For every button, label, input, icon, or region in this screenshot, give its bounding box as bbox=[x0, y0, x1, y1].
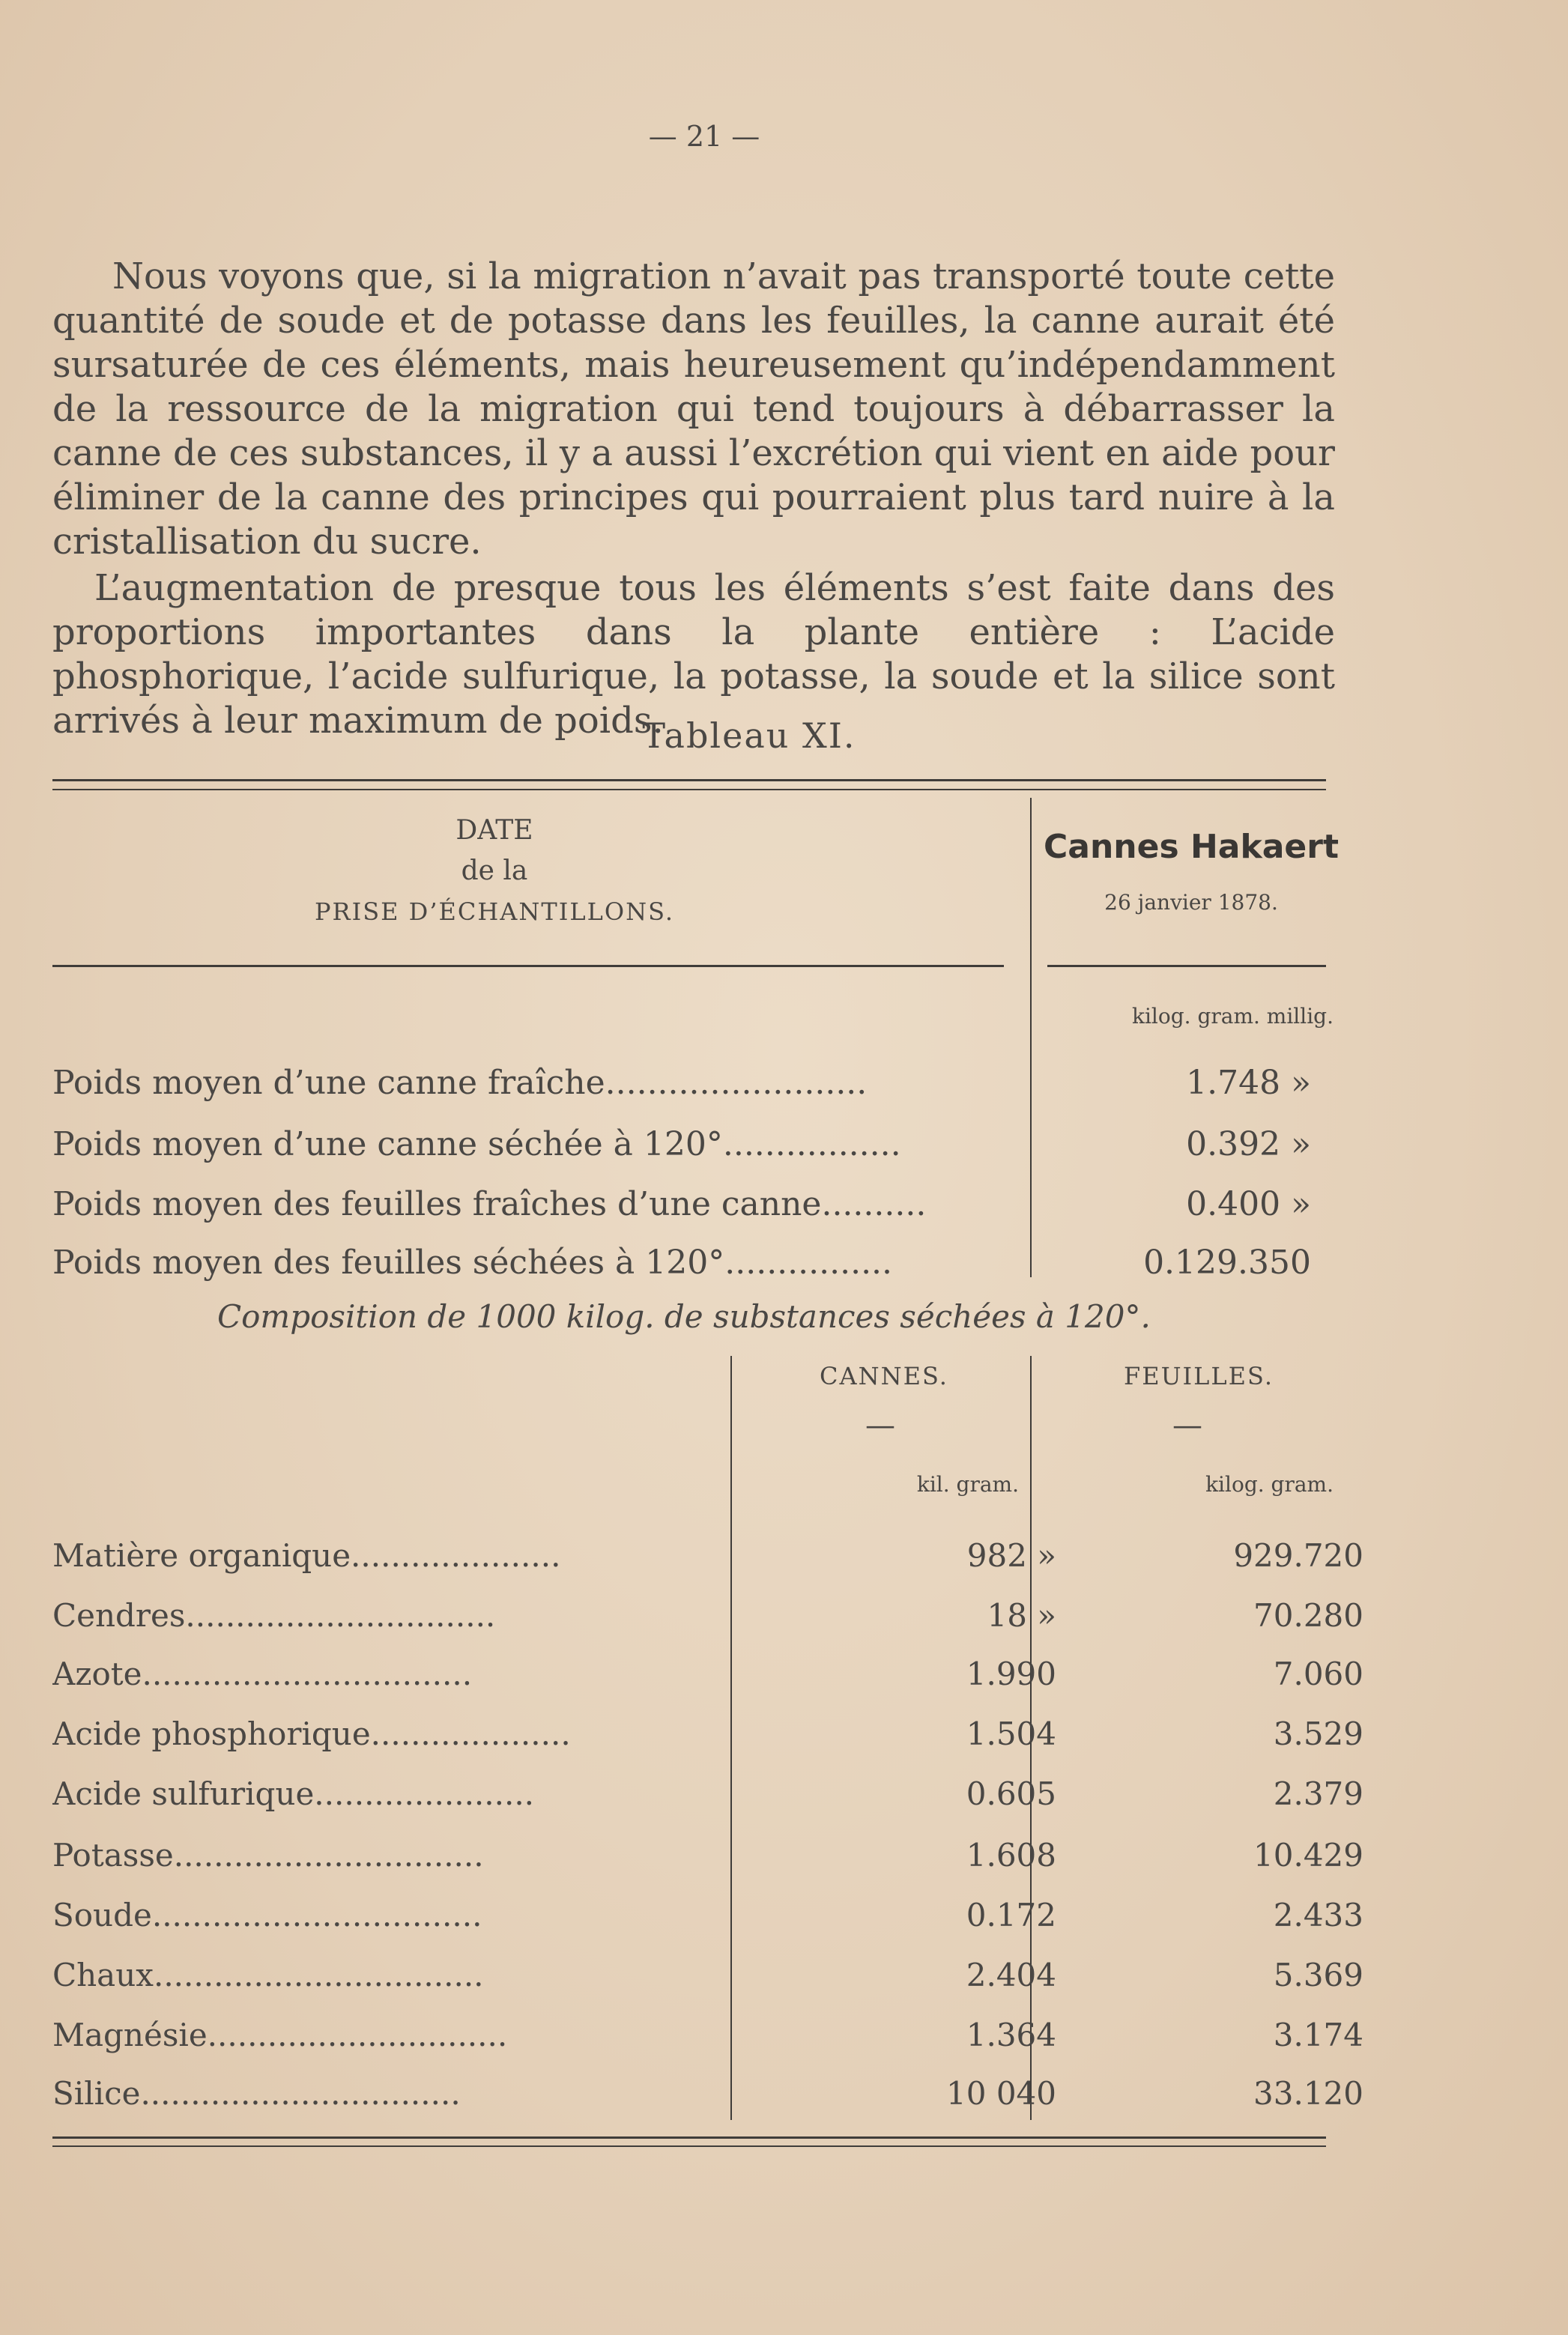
composition-row-label: Silice................................ bbox=[52, 2075, 461, 2112]
cannes-column-header: Cannes Hakaert bbox=[1043, 828, 1340, 866]
header-bottom-rule-left bbox=[52, 965, 1004, 967]
table-bottom-rule-double bbox=[52, 2145, 1326, 2147]
paragraph-1: Nous voyons que, si la migration n’avait pas transporté toute cette quantité de soude et de potasse dans les feuilles, la canne aurait été sursaturée de ces éléments, mais heureusement qu’indépendamment de la ressource de la migration qui tend toujours à débarrasser la canne de ces substances, il y a aussi l’excrétion qui vient en aide pour éliminer de la canne des principes qui pourraient plus tard nuire à la cristallisation du sucre. bbox=[52, 255, 1335, 563]
composition-row-feuilles: 3.529 bbox=[1273, 1715, 1363, 1752]
composition-row bbox=[52, 1775, 1363, 1820]
composition-row-cannes: 10 040 bbox=[946, 2075, 1056, 2112]
composition-row-cannes: 982 » bbox=[966, 1537, 1056, 1574]
composition-row bbox=[52, 2017, 1363, 2062]
column-header-feuilles: FEUILLES. bbox=[1124, 1362, 1274, 1390]
column-dash-cannes: — bbox=[865, 1408, 895, 1443]
composition-row-cannes: 18 » bbox=[987, 1597, 1056, 1634]
table-bottom-rule bbox=[52, 2136, 1326, 2139]
weight-unit-label: kilog. gram. millig. bbox=[1131, 1004, 1334, 1029]
weight-row-value: 1.748 » bbox=[1186, 1064, 1311, 1102]
composition-row-label: Soude................................. bbox=[52, 1897, 482, 1933]
composition-row-feuilles: 7.060 bbox=[1273, 1656, 1363, 1692]
cannes-column-date: 26 janvier 1878. bbox=[1104, 890, 1278, 915]
composition-row bbox=[52, 1837, 1363, 1882]
composition-row-cannes: 0.172 bbox=[966, 1897, 1056, 1933]
weight-row-label: Poids moyen d’une canne fraîche......................... bbox=[52, 1064, 868, 1102]
table-top-rule-double bbox=[52, 789, 1326, 790]
paragraph-2: L’augmentation de presque tous les éléments s’est faite dans des proportions importantes dans la plante entière : L’acide phosphorique, l’acide sulfurique, la potasse, la soude et la silice sont arrivés à leur maximum de poids. bbox=[52, 567, 1335, 742]
composition-row-cannes: 0.605 bbox=[966, 1775, 1056, 1812]
weight-row bbox=[52, 1244, 1341, 1288]
composition-row-cannes: 1.364 bbox=[966, 2017, 1056, 2053]
composition-row-feuilles: 929.720 bbox=[1233, 1537, 1363, 1574]
composition-row-label: Acide sulfurique...................... bbox=[52, 1775, 535, 1812]
composition-row bbox=[52, 1715, 1363, 1760]
composition-row bbox=[52, 1897, 1363, 1942]
composition-row bbox=[52, 1537, 1363, 1582]
composition-row-feuilles: 70.280 bbox=[1253, 1597, 1363, 1634]
column-header-cannes: CANNES. bbox=[820, 1362, 948, 1390]
weight-row-label: Poids moyen des feuilles fraîches d’une canne.......... bbox=[52, 1185, 927, 1223]
date-header-line-3: PRISE D’ÉCHANTILLONS. bbox=[314, 897, 675, 926]
unit-label-cannes: kil. gram. bbox=[916, 1472, 1019, 1497]
composition-row-feuilles: 3.174 bbox=[1273, 2017, 1363, 2053]
composition-row-feuilles: 10.429 bbox=[1253, 1837, 1363, 1874]
composition-row bbox=[52, 1656, 1363, 1700]
table-top-rule bbox=[52, 779, 1326, 781]
date-header-line-1: DATE bbox=[455, 815, 533, 846]
composition-row-feuilles: 2.379 bbox=[1273, 1775, 1363, 1812]
composition-row-cannes: 2.404 bbox=[966, 1957, 1056, 1993]
weight-row bbox=[52, 1185, 1341, 1230]
composition-row-label: Magnésie.............................. bbox=[52, 2017, 508, 2053]
header-bottom-rule-right bbox=[1047, 965, 1326, 967]
table-title: Tableau XI. bbox=[642, 715, 856, 756]
weight-row bbox=[52, 1064, 1341, 1109]
composition-row-cannes: 1.504 bbox=[966, 1715, 1056, 1752]
column-dash-feuilles: — bbox=[1172, 1408, 1202, 1443]
composition-row bbox=[52, 1597, 1363, 1642]
composition-row-label: Matière organique..................... bbox=[52, 1537, 561, 1574]
composition-row-feuilles: 33.120 bbox=[1253, 2075, 1363, 2112]
composition-row-feuilles: 5.369 bbox=[1273, 1957, 1363, 1993]
page-number: — 21 — bbox=[648, 120, 760, 153]
weight-row-label: Poids moyen des feuilles séchées à 120°................ bbox=[52, 1244, 893, 1282]
weight-row-value: 0.400 » bbox=[1186, 1185, 1311, 1223]
composition-row-cannes: 1.608 bbox=[966, 1837, 1056, 1874]
unit-label-feuilles: kilog. gram. bbox=[1205, 1472, 1334, 1497]
composition-row-feuilles: 2.433 bbox=[1273, 1897, 1363, 1933]
weight-row bbox=[52, 1125, 1341, 1170]
composition-row bbox=[52, 1957, 1363, 2002]
composition-title: Composition de 1000 kilog. de substances séchées à 120°. bbox=[217, 1298, 1151, 1335]
composition-row-label: Chaux................................. bbox=[52, 1957, 484, 1993]
composition-row-label: Acide phosphorique.................... bbox=[52, 1715, 571, 1752]
composition-row-label: Potasse............................... bbox=[52, 1837, 484, 1874]
weight-row-value: 0.129.350 bbox=[1143, 1244, 1311, 1282]
composition-row bbox=[52, 2075, 1363, 2120]
date-header-line-2: de la bbox=[461, 855, 528, 886]
composition-row-label: Azote................................. bbox=[52, 1656, 473, 1692]
composition-row-cannes: 1.990 bbox=[966, 1656, 1056, 1692]
date-column-header bbox=[285, 811, 704, 932]
composition-row-label: Cendres............................... bbox=[52, 1597, 496, 1634]
weight-row-label: Poids moyen d’une canne séchée à 120°................. bbox=[52, 1125, 901, 1163]
weight-row-value: 0.392 » bbox=[1186, 1125, 1311, 1163]
